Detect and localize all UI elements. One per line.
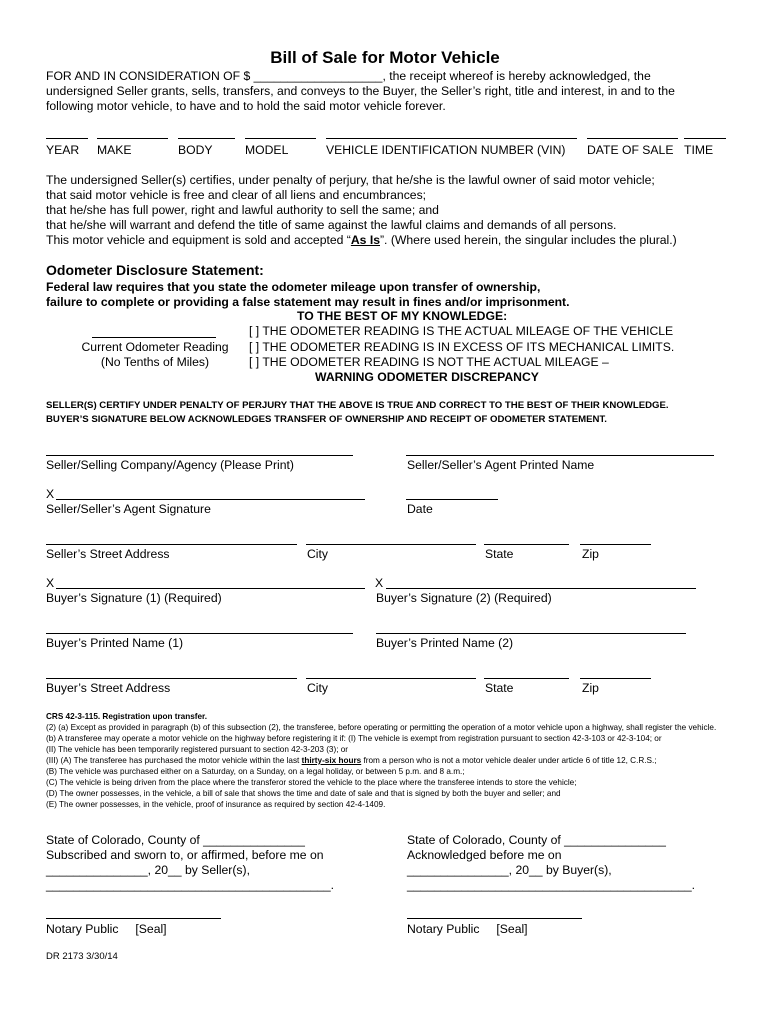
- buyer-state-label: State: [485, 681, 514, 695]
- as-is-term: As Is: [350, 233, 380, 247]
- crs-line-4-before: (III) (A) The transferee has purchased the motor vehicle within the last: [46, 756, 302, 765]
- odometer-law-line-1: Federal law requires that you state the odometer mileage upon transfer of ownership,: [46, 280, 541, 294]
- notary-right-label: Notary Public [Seal]: [407, 922, 528, 936]
- notary-right-signature-line[interactable]: [407, 918, 582, 919]
- make-field-line[interactable]: [97, 138, 168, 139]
- notary-left-label: Notary Public [Seal]: [46, 922, 167, 936]
- date-of-sale-label: DATE OF SALE: [587, 143, 674, 157]
- seller-certify-line-1: SELLER(S) CERTIFY UNDER PENALTY OF PERJURY THAT THE ABOVE IS TRUE AND CORRECT TO THE BEST OF THEIR KNOWLEDGE.: [46, 400, 669, 411]
- as-is-before: This motor vehicle and equipment is sold and accepted “: [46, 233, 351, 247]
- date-of-sale-field-line[interactable]: [587, 138, 678, 139]
- buyer-street-field-line[interactable]: [46, 678, 297, 679]
- buyer1-name-label: Buyer’s Printed Name (1): [46, 636, 184, 650]
- odometer-option-actual[interactable]: [ ] THE ODOMETER READING IS THE ACTUAL MILEAGE OF THE VEHICLE: [249, 324, 674, 338]
- seller-zip-label: Zip: [582, 547, 599, 561]
- year-field-line[interactable]: [46, 138, 88, 139]
- seller-street-label: Seller’s Street Address: [46, 547, 170, 561]
- crs-thirty-six-hours: thirty-six hours: [301, 756, 362, 765]
- year-label: YEAR: [46, 143, 80, 157]
- crs-line-2: (b) A transferee may operate a motor vehicle on the highway before registering it if: (I) The vehicle is exempt from registration pursuant to section 42-3-103 or 42-3-104; or: [46, 734, 662, 743]
- seller-date-label: Date: [407, 502, 433, 516]
- notary-left-county: State of Colorado, County of _______________: [46, 833, 305, 847]
- buyer-state-field-line[interactable]: [484, 678, 569, 679]
- notary-left-date: _______________, 20__ by Seller(s),: [46, 863, 250, 877]
- seller-signature-field-line[interactable]: [56, 499, 365, 500]
- buyer2-name-field-line[interactable]: [376, 633, 686, 634]
- seller-agent-signature-label: Seller/Seller’s Agent Signature: [46, 502, 211, 516]
- seller-state-field-line[interactable]: [484, 544, 569, 545]
- crs-line-6: (C) The vehicle is being driven from the place where the transferor stored the vehicle to the place where the transferee intends to store the vehicle;: [46, 778, 577, 787]
- seller-signature-x: X: [46, 487, 55, 501]
- seller-zip-field-line[interactable]: [580, 544, 651, 545]
- certification-line-2: that said motor vehicle is free and clear of all liens and encumbrances;: [46, 188, 427, 202]
- crs-line-4-after: from a person who is not a motor vehicle dealer under article 6 of title 12, C.R.S.;: [361, 756, 657, 765]
- crs-line-5: (B) The vehicle was purchased either on a Saturday, on a Sunday, on a legal holiday, or between 5 p.m. and 8 a.m.;: [46, 767, 465, 776]
- seller-street-field-line[interactable]: [46, 544, 297, 545]
- odometer-law-line-2: failure to complete or providing a false statement may result in fines and/or imprisonment.: [46, 295, 570, 309]
- notary-right-acknowledged: Acknowledged before me on: [407, 848, 562, 862]
- seller-state-label: State: [485, 547, 514, 561]
- buyer1-signature-x: X: [46, 576, 55, 590]
- certification-line-3: that he/she has full power, right and lawful authority to sell the same; and: [46, 203, 439, 217]
- buyer-city-label: City: [307, 681, 328, 695]
- seller-agent-printed-field-line[interactable]: [406, 455, 714, 456]
- intro-line-3: following motor vehicle, to have and to hold the said motor vehicle forever.: [46, 99, 446, 113]
- crs-line-1: (2) (a) Except as provided in paragraph (b) of this subsection (2), the transferee, before operating or permitting the operation of a motor vehicle upon a highway, shall register the vehicle.: [46, 723, 717, 732]
- form-number: DR 2173 3/30/14: [46, 951, 118, 962]
- crs-line-8: (E) The owner possesses, in the vehicle, proof of insurance as required by section 42-4-1409.: [46, 800, 386, 809]
- buyer1-signature-label: Buyer’s Signature (1) (Required): [46, 591, 222, 605]
- model-field-line[interactable]: [245, 138, 316, 139]
- buyer1-signature-field-line[interactable]: [56, 588, 365, 589]
- buyer-zip-field-line[interactable]: [580, 678, 651, 679]
- body-field-line[interactable]: [178, 138, 235, 139]
- certification-line-1: The undersigned Seller(s) certifies, under penalty of perjury, that he/she is the lawful owner of said motor vehicle;: [46, 173, 655, 187]
- odometer-heading: Odometer Disclosure Statement:: [46, 262, 264, 278]
- crs-line-3: (II) The vehicle has been temporarily registered pursuant to section 42-3-203 (3); or: [46, 745, 349, 754]
- as-is-line: [46, 232, 677, 248]
- crs-heading: CRS 42-3-115. Registration upon transfer.: [46, 712, 208, 721]
- body-label: BODY: [178, 143, 213, 157]
- odometer-reading-field-line[interactable]: [92, 337, 216, 338]
- notary-left-name-line: __________________________________________.: [46, 878, 335, 892]
- vin-field-line[interactable]: [326, 138, 577, 139]
- seller-company-label: Seller/Selling Company/Agency (Please Print): [46, 458, 294, 472]
- notary-left-signature-line[interactable]: [46, 918, 221, 919]
- notary-right-date: _______________, 20__ by Buyer(s),: [407, 863, 612, 877]
- buyer-city-field-line[interactable]: [306, 678, 476, 679]
- to-the-best-of-knowledge: TO THE BEST OF MY KNOWLEDGE:: [297, 309, 508, 323]
- intro-line-2: undersigned Seller grants, sells, transfers, and conveys to the Buyer, the Seller’s right, title and interest, in and to the: [46, 84, 675, 98]
- notary-right-name-line: __________________________________________.: [407, 878, 696, 892]
- buyer-street-label: Buyer’s Street Address: [46, 681, 171, 695]
- buyer2-signature-field-line[interactable]: [386, 588, 696, 589]
- seller-city-field-line[interactable]: [306, 544, 476, 545]
- odometer-reading-note: (No Tenths of Miles): [100, 355, 210, 369]
- notary-left-sworn: Subscribed and sworn to, or affirmed, before me on: [46, 848, 324, 862]
- buyer1-name-field-line[interactable]: [46, 633, 353, 634]
- seller-agent-printed-label: Seller/Seller’s Agent Printed Name: [407, 458, 595, 472]
- buyer-zip-label: Zip: [582, 681, 599, 695]
- time-field-line[interactable]: [684, 138, 726, 139]
- odometer-warning: WARNING ODOMETER DISCREPANCY: [315, 370, 539, 384]
- page-title: Bill of Sale for Motor Vehicle: [270, 48, 500, 67]
- make-label: MAKE: [97, 143, 132, 157]
- as-is-after: ”. (Where used herein, the singular includes the plural.): [380, 233, 677, 247]
- buyer2-signature-label: Buyer’s Signature (2) (Required): [376, 591, 552, 605]
- vin-label: VEHICLE IDENTIFICATION NUMBER (VIN): [326, 143, 566, 157]
- model-label: MODEL: [245, 143, 289, 157]
- buyer2-name-label: Buyer’s Printed Name (2): [376, 636, 514, 650]
- buyer2-signature-x: X: [375, 576, 384, 590]
- seller-city-label: City: [307, 547, 328, 561]
- notary-right-county: State of Colorado, County of _______________: [407, 833, 666, 847]
- certification-line-4: that he/she will warrant and defend the title of same against the lawful claims and demands of all persons.: [46, 218, 617, 232]
- seller-certify-line-2: BUYER’S SIGNATURE BELOW ACKNOWLEDGES TRANSFER OF OWNERSHIP AND RECEIPT OF ODOMETER STATEMENT.: [46, 414, 607, 425]
- crs-line-4: [46, 756, 657, 767]
- odometer-option-excess[interactable]: [ ] THE ODOMETER READING IS IN EXCESS OF ITS MECHANICAL LIMITS.: [249, 340, 675, 354]
- odometer-reading-label: Current Odometer Reading: [81, 340, 229, 354]
- seller-company-field-line[interactable]: [46, 455, 353, 456]
- time-label: TIME: [684, 143, 714, 157]
- odometer-option-not-actual[interactable]: [ ] THE ODOMETER READING IS NOT THE ACTUAL MILEAGE –: [249, 355, 609, 369]
- crs-line-7: (D) The owner possesses, in the vehicle, a bill of sale that shows the time and date of sale and that is signed by both the buyer and seller; and: [46, 789, 561, 798]
- intro-line-1: FOR AND IN CONSIDERATION OF $ ___________________, the receipt whereof is hereby acknowledged, the: [46, 69, 651, 83]
- seller-date-field-line[interactable]: [406, 499, 498, 500]
